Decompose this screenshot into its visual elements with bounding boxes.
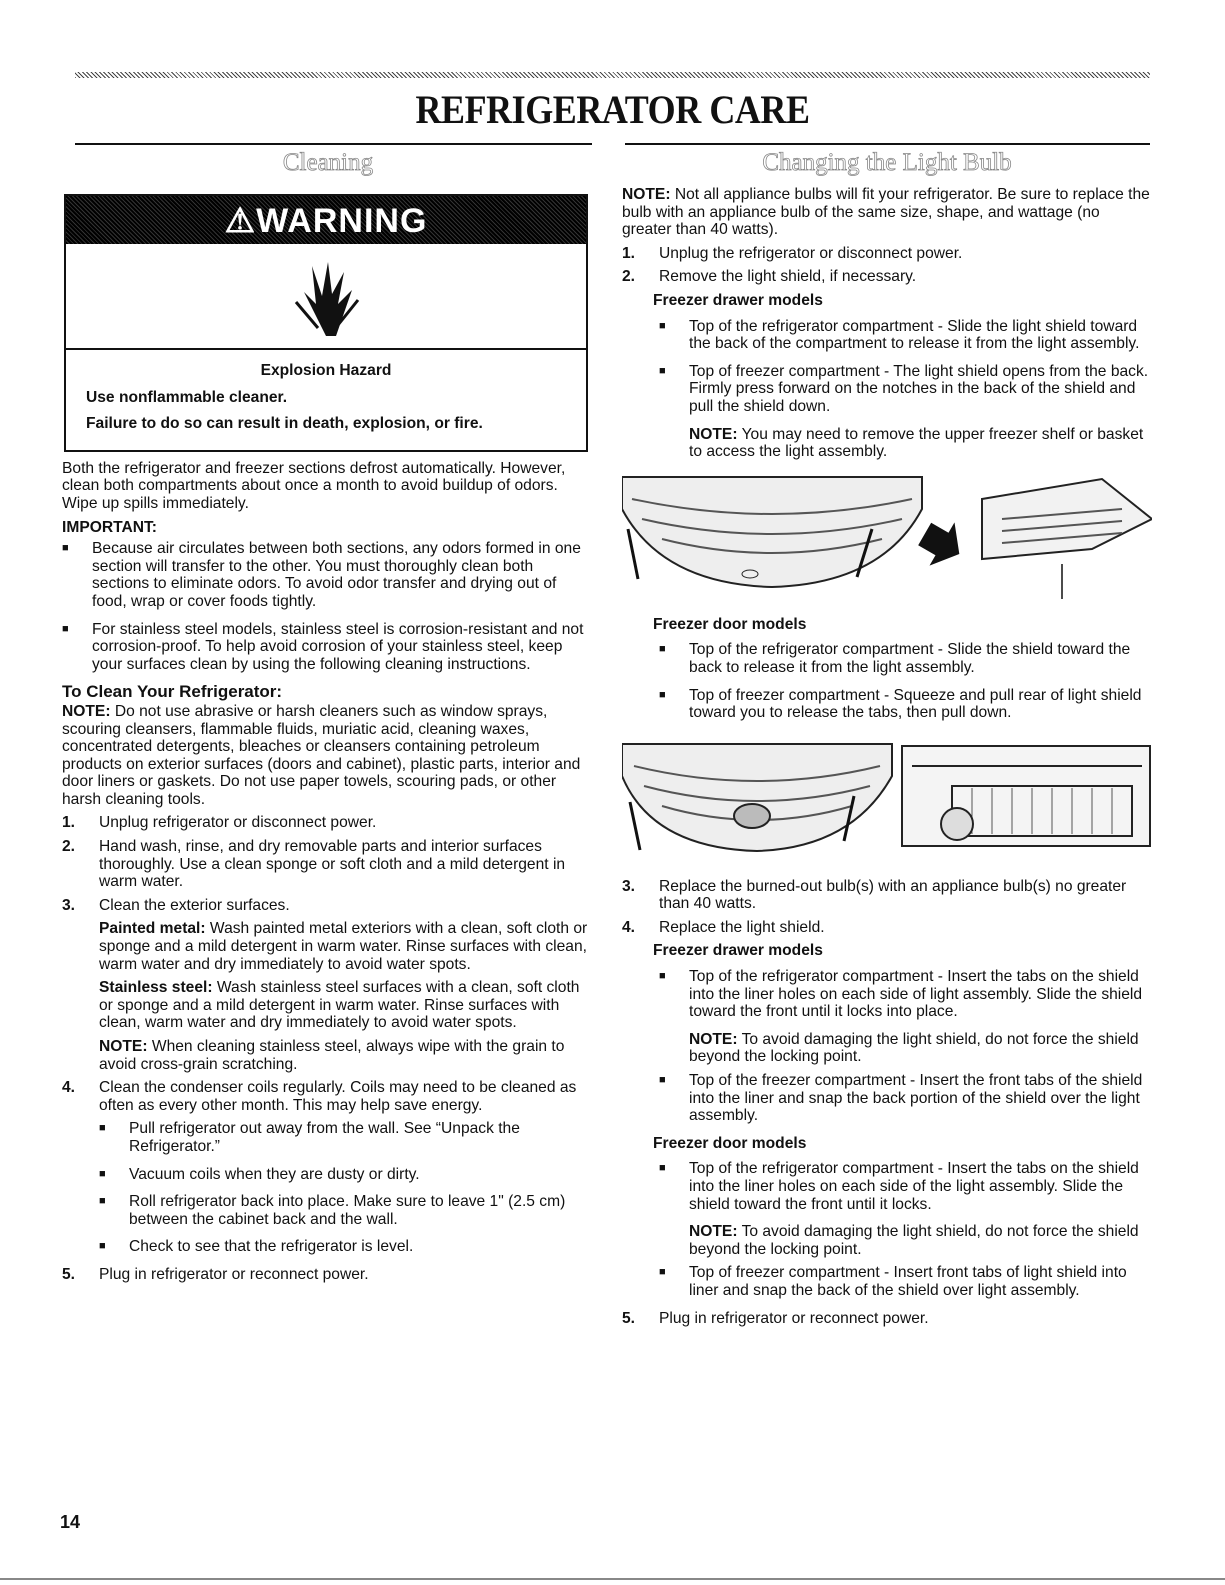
bullet-text: For stainless steel models, stainless steel is corrosion-resistant and not corrosion-proof. To help avoid corrosion of your stainless steel, keep your surfaces clean by using the following cleaning instructions. bbox=[92, 620, 584, 673]
bullet-icon: ■ bbox=[659, 1162, 666, 1175]
list-item bbox=[99, 1238, 594, 1256]
light-bulb-column bbox=[622, 150, 1152, 1333]
list-item bbox=[659, 687, 1152, 722]
header-pattern-bar bbox=[75, 72, 1150, 78]
list-item bbox=[62, 540, 594, 610]
step-number: 1. bbox=[622, 244, 636, 262]
freezer-door-label-2: Freezer door models bbox=[653, 1134, 807, 1152]
note-text: To avoid damaging the light shield, do not force the shield beyond the locking point. bbox=[689, 1223, 1139, 1258]
freezer-drawer-note bbox=[689, 426, 1152, 461]
bullet-text: Vacuum coils when they are dusty or dirty. bbox=[129, 1165, 420, 1183]
step-text: Clean the exterior surfaces. bbox=[99, 896, 290, 914]
bullet-icon: ■ bbox=[659, 364, 666, 377]
bullet-text: Top of the refrigerator compartment - Insert the tabs on the shield into the liner holes on each side of the light assembly. Slide the shield toward the front until it locks. bbox=[689, 1160, 1139, 1213]
warning-text bbox=[66, 350, 586, 450]
step-3 bbox=[62, 897, 594, 915]
bullet-icon: ■ bbox=[659, 688, 666, 701]
list-item bbox=[99, 1193, 594, 1228]
warning-label: WARNING bbox=[256, 202, 428, 240]
step-5 bbox=[622, 1310, 1152, 1328]
bullet-text: Pull refrigerator out away from the wall. See “Unpack the Refrigerator.” bbox=[129, 1120, 520, 1155]
bullet-icon: ■ bbox=[659, 1266, 666, 1279]
cleaning-column bbox=[62, 150, 594, 1290]
painted-label: Painted metal: bbox=[99, 920, 206, 938]
note-label: NOTE: bbox=[622, 186, 671, 203]
bullet-text: Check to see that the refrigerator is level. bbox=[129, 1238, 414, 1256]
list-item bbox=[659, 363, 1152, 416]
warning-triangle-icon: ⚠ bbox=[224, 202, 257, 240]
bullet-text: Top of freezer compartment - Squeeze and pull rear of light shield toward you to release the tabs, then pull down. bbox=[689, 686, 1142, 722]
step-text: Remove the light shield, if necessary. bbox=[659, 268, 917, 286]
stainless-text: Wash stainless steel surfaces with a clean, soft cloth or sponge and a mild detergent in warm water. Rinse surfaces with clean, warm water and dry immediately to avoid water spots. bbox=[99, 979, 580, 1032]
step-text: Hand wash, rinse, and dry removable parts and interior surfaces thoroughly. Use a clean sponge or soft cloth and a mild detergent in warm water. bbox=[99, 838, 566, 891]
step-number: 3. bbox=[62, 896, 76, 914]
replace-note-a bbox=[689, 1031, 1152, 1066]
right-rule bbox=[625, 143, 1150, 145]
stainless-paragraph bbox=[99, 979, 594, 1032]
hazard-title: Explosion Hazard bbox=[260, 362, 392, 379]
note-text: Do not use abrasive or harsh cleaners such as window sprays, scouring cleansers, flammable fluids, muriatic acid, cleaning waxes, concentrated detergents, bleaches or cleansers containing petroleum products on exterior surfaces (doors and cabinet), plastic parts, interior and door liners or gaskets. Do not use paper towels, scouring pads, or other harsh cleaning tools. bbox=[62, 702, 581, 808]
stainless-note bbox=[99, 1038, 594, 1073]
step-text: Replace the light shield. bbox=[659, 918, 825, 936]
bullet-icon: ■ bbox=[62, 622, 69, 635]
light-bulb-heading: Changing the Light Bulb bbox=[762, 149, 1012, 176]
step-3 bbox=[622, 878, 1152, 913]
bullet-text: Top of the refrigerator compartment - Slide the shield toward the back to release it from the light assembly. bbox=[689, 641, 1131, 676]
bullet-icon: ■ bbox=[659, 1074, 666, 1087]
bottom-rule bbox=[0, 1578, 1225, 1580]
warning-line-2: Failure to do so can result in death, explosion, or fire. bbox=[86, 415, 483, 433]
bullet-text: Because air circulates between both sections, any odors formed in one section will transfer to the other. You must thoroughly clean both sections to eliminate odors. To avoid odor transfer and drying out of food, wrap or cover foods tightly. bbox=[92, 540, 581, 610]
step-2 bbox=[622, 268, 1152, 286]
freezer-drawer-illustration bbox=[622, 469, 1152, 604]
note-text: When cleaning stainless steel, always wipe with the grain to avoid cross-grain scratching. bbox=[99, 1038, 565, 1073]
list-item bbox=[99, 1166, 594, 1184]
warning-header bbox=[66, 196, 586, 244]
note-paragraph bbox=[62, 703, 594, 809]
list-item bbox=[659, 318, 1152, 353]
bulb-note bbox=[622, 186, 1152, 239]
note-label: NOTE: bbox=[689, 1030, 738, 1048]
step-text: Clean the condenser coils regularly. Coils may need to be cleaned as often as every other month. This may help save energy. bbox=[99, 1079, 577, 1114]
bullet-text: Top of the freezer compartment - Insert the front tabs of the shield into the liner and snap the back portion of the shield over the light assembly. bbox=[689, 1072, 1143, 1125]
intro-paragraph: Both the refrigerator and freezer sections defrost automatically. However, clean both compartments about once a month to avoid buildup of odors. Wipe up spills immediately. bbox=[62, 459, 566, 512]
left-rule bbox=[75, 143, 592, 145]
note-label: NOTE: bbox=[62, 702, 111, 720]
freezer-drawer-label: Freezer drawer models bbox=[653, 291, 823, 309]
list-item bbox=[659, 1160, 1152, 1213]
to-clean-heading: To Clean Your Refrigerator: bbox=[62, 682, 283, 702]
note-text: Not all appliance bulbs will fit your refrigerator. Be sure to replace the bulb with an appliance bulb of the same size, shape, and wattage (no greater than 40 watts). bbox=[622, 186, 1150, 239]
list-item bbox=[659, 641, 1152, 676]
bullet-icon: ■ bbox=[99, 1240, 106, 1253]
step-text: Unplug the refrigerator or disconnect power. bbox=[659, 244, 963, 262]
list-item bbox=[659, 1264, 1152, 1299]
step-4 bbox=[62, 1079, 594, 1114]
note-label: NOTE: bbox=[689, 1223, 738, 1241]
bullet-text: Top of the refrigerator compartment - Slide the light shield toward the back of the compartment to release it from the light assembly. bbox=[689, 317, 1140, 353]
bullet-text: Top of freezer compartment - The light shield opens from the back. Firmly press forward on the notches in the back of the shield and pull the shield down. bbox=[689, 362, 1149, 415]
step-4 bbox=[622, 919, 1152, 937]
bullet-icon: ■ bbox=[659, 970, 666, 983]
replace-note-b bbox=[689, 1223, 1152, 1258]
step-number: 3. bbox=[622, 877, 636, 895]
step-text: Unplug refrigerator or disconnect power. bbox=[99, 814, 377, 832]
step-2 bbox=[62, 838, 594, 891]
painted-metal-paragraph bbox=[99, 920, 594, 973]
bullet-icon: ■ bbox=[99, 1195, 106, 1208]
explosion-icon bbox=[66, 244, 586, 350]
important-label: IMPORTANT: bbox=[62, 518, 157, 536]
step-number: 5. bbox=[62, 1265, 76, 1283]
step-5 bbox=[62, 1266, 594, 1284]
note-text: You may need to remove the upper freezer shelf or basket to access the light assembly. bbox=[689, 425, 1144, 461]
warning-box bbox=[64, 194, 588, 452]
page-number: 14 bbox=[60, 1512, 81, 1532]
step-number: 2. bbox=[622, 268, 636, 286]
step-number: 2. bbox=[62, 838, 76, 856]
step-1 bbox=[622, 245, 1152, 263]
list-item bbox=[99, 1120, 594, 1155]
freezer-drawer-label-2: Freezer drawer models bbox=[653, 942, 823, 960]
cleaning-heading: Cleaning bbox=[282, 149, 374, 176]
bullet-icon: ■ bbox=[99, 1122, 106, 1135]
freezer-door-label: Freezer door models bbox=[653, 615, 807, 633]
step-text: Plug in refrigerator or reconnect power. bbox=[99, 1265, 369, 1283]
step-text: Plug in refrigerator or reconnect power. bbox=[659, 1309, 929, 1327]
list-item bbox=[659, 968, 1152, 1021]
list-item bbox=[62, 621, 594, 674]
step-number: 4. bbox=[622, 918, 636, 936]
painted-text: Wash painted metal exteriors with a clean, soft cloth or sponge and a mild detergent in warm water. Rinse surfaces with clean, warm water and dry immediately to avoid water spots. bbox=[99, 920, 588, 973]
bullet-text: Top of freezer compartment - Insert front tabs of light shield into liner and snap the back of the shield over light assembly. bbox=[689, 1264, 1127, 1299]
bullet-text: Roll refrigerator back into place. Make sure to leave 1" (2.5 cm) between the cabinet back and the wall. bbox=[129, 1193, 566, 1228]
bullet-icon: ■ bbox=[99, 1167, 106, 1180]
list-item bbox=[659, 1072, 1152, 1125]
page-title: REFRIGERATOR CARE bbox=[415, 87, 810, 132]
step-number: 1. bbox=[62, 814, 76, 832]
bullet-icon: ■ bbox=[659, 319, 666, 332]
note-label: NOTE: bbox=[689, 425, 738, 443]
bullet-icon: ■ bbox=[659, 643, 666, 656]
freezer-door-illustration bbox=[622, 736, 1152, 866]
warning-line-1: Use nonflammable cleaner. bbox=[86, 388, 288, 406]
step-number: 4. bbox=[62, 1079, 76, 1097]
step-number: 5. bbox=[622, 1309, 636, 1327]
step-text: Replace the burned-out bulb(s) with an appliance bulb(s) no greater than 40 watts. bbox=[659, 877, 1127, 913]
step-1 bbox=[62, 814, 594, 832]
bullet-icon: ■ bbox=[62, 542, 69, 555]
note-text: To avoid damaging the light shield, do not force the shield beyond the locking point. bbox=[689, 1030, 1139, 1066]
stainless-label: Stainless steel: bbox=[99, 979, 213, 997]
bullet-text: Top of the refrigerator compartment - Insert the tabs on the shield into the liner holes on each side of light assembly. Slide the shield toward the front until it locks into place. bbox=[689, 968, 1143, 1021]
note-label: NOTE: bbox=[99, 1038, 148, 1055]
